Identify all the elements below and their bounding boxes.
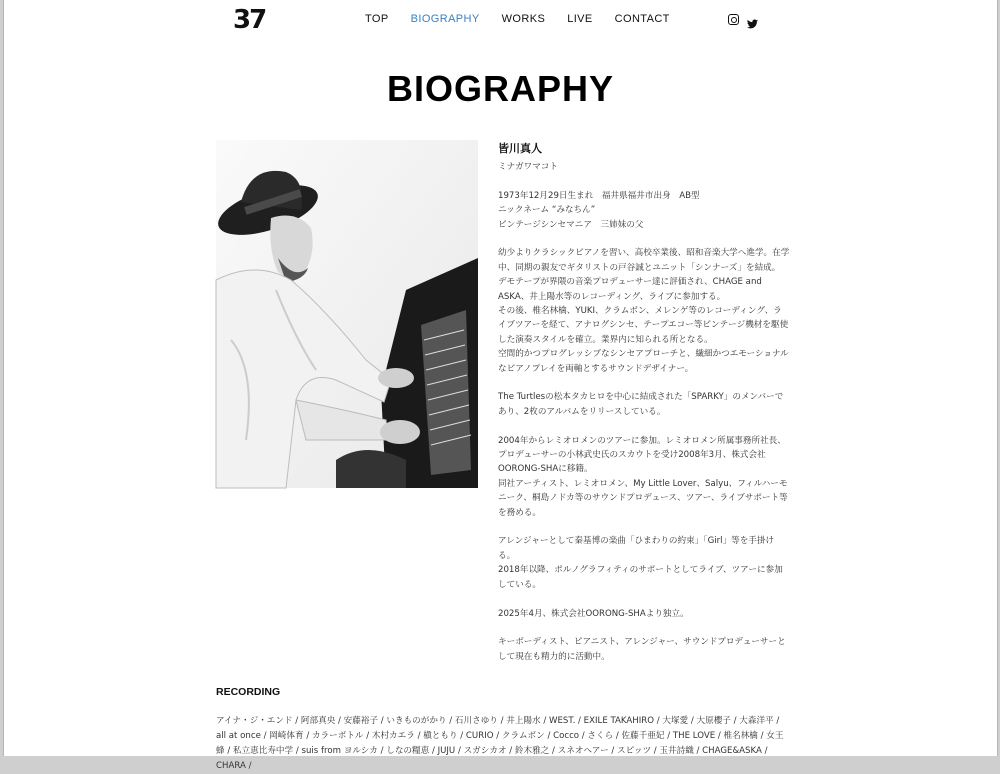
bio-paragraph: 2025年4月、株式会社OORONG-SHAより独立。 [498,608,689,619]
page-frame [3,0,998,771]
instagram-icon[interactable] [728,14,739,25]
page-title: BIOGRAPHY [386,68,615,109]
twitter-icon[interactable] [747,14,758,25]
nav-live[interactable]: LIVE [567,13,593,25]
bio-paragraph: アレンジャーとして秦基博の楽曲「ひまわりの約束」「Girl」等を手掛ける。 2018年以降、ポルノグラフィティのサポートとしてライブ、ツアーに参加している。 [498,536,783,590]
social-links [728,14,758,25]
bio-paragraph: キーボーディスト、ピアニスト、アレンジャー、サウンドプロデューサーとして現在も精力的に活動中。 [498,637,786,662]
main-nav [365,13,692,25]
bio-paragraph: 2004年からレミオロメンのツアーに参加。レミオロメン所属事務所社長、プロデューサーの小林武史氏のスカウトを受け2008年3月、株式会社OORONG-SHAに移籍。 同社アーティスト、レミオロメン、My Little Lover、Salyu、フィルハーモニーク、桐島ノドカ等のサウンドプロデュース、ツアー、ライブサポート等を務める。 [498,435,788,518]
nav-works[interactable]: WORKS [501,13,546,25]
site-logo[interactable]: 37 [233,5,266,35]
nav-contact[interactable]: CONTACT [614,13,670,25]
artist-name-kana: ミナガワマコト [498,162,558,172]
bio-paragraph: The Turtlesの松本タカヒロを中心に結成された「SPARKY」のメンバーであり、2枚のアルバムをリリースしている。 [498,392,784,417]
bio-paragraph: 幼少よりクラシックピアノを習い、高校卒業後、昭和音楽大学へ進学。在学中、同期の親友でギタリストの戸谷誠とユニット「シンナーズ」を結成。 デモテープが界隈の音楽プロデューサー達に評価され、CHAGE and ASKA、井上陽水等のレコーディング、ライブに参加する。 その後、椎名林檎、YUKI、クラムボン、メレンゲ等のレコーディング、ライブツアーを経て、アナログシンセ、テープエコー等ビンテージ機材を駆使した演奏スタイルを確立。業界内に知られる所となる。 空間的かつプログレッシブなシンセアプローチと、繊細かつエモーショナルなピアノプレイを両軸とするサウンドデザイナー。 [498,248,790,374]
biography-text [498,142,790,679]
site-header [4,0,997,40]
artist-name: 皆川真人 [498,142,542,155]
recording-list: アイナ・ジ・エンド / 阿部真央 / 安藤裕子 / いきものがかり / 石川さゆり / 井上陽水 / WEST. / EXILE TAKAHIRO / 大塚愛 / 大原櫻子 / 大森洋平 / all at once / 岡崎体育 / カラーボトル / 木村カエラ / 槇ともり / CURIO / クラムボン / Cocco / さくら / 佐藤千亜妃 / THE LOVE / 椎名林檎 / 女王蜂 / 私立恵比寿中学 / suis from ヨルシカ / しなの糧恵 / JUJU / スガシカオ / 鈴木雅之 / スネオヘアー / スピッツ / 玉井詩織 / CHAGE&ASKA / CHARA / [216,716,784,771]
nav-biography[interactable]: BIOGRAPHY [410,13,480,25]
nav-top[interactable]: TOP [365,13,389,25]
profile-info: 1973年12月29日生まれ 福井県福井市出身 AB型 ニックネーム “みなちん” ビンテージシンセマニア 三姉妹の父 [498,190,700,230]
artist-photo [216,140,478,488]
recording-heading: RECORDING [216,686,281,698]
